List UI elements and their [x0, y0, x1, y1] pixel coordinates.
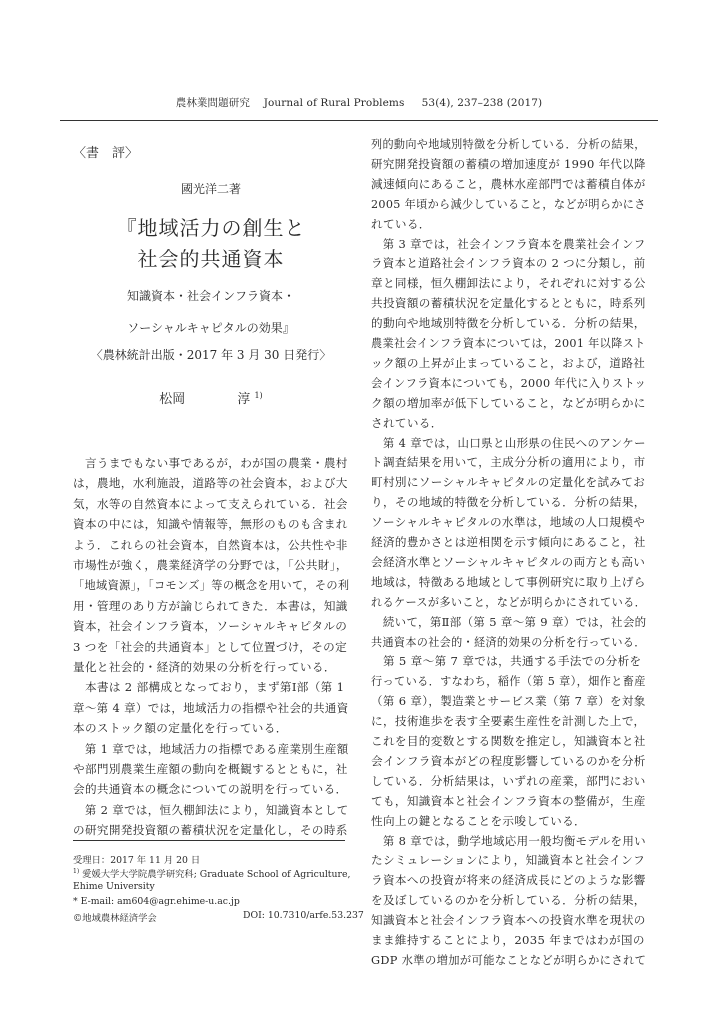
- body-text-line: ク額の増加率が低下していること，などが明らかに: [371, 395, 646, 410]
- journal-title-en: Journal of Rural Problems: [263, 97, 405, 109]
- book-title-line-2: 社会的共通資本: [137, 247, 285, 271]
- body-text-line: 列的動向や地域別特徴を分析している．分析の結果，: [371, 137, 646, 151]
- body-text-line: よう．これらの社会資本，自然資本は，公共性や非: [73, 537, 348, 552]
- body-text-line: ラ資本への投資が将来の経済成長にどのような影響: [371, 873, 646, 888]
- body-text-line: 3 つを「社会的共通資本」として位置づけ，その定: [73, 639, 348, 654]
- reviewer-family-name: 松岡: [159, 392, 186, 407]
- body-text-line: 言うまでもない事であるが，わが国の農業・農村: [73, 456, 348, 470]
- received-date: 受理日：2017 年 11 月 20 日: [73, 855, 201, 866]
- body-text-line: ても，知識資本と社会インフラ資本の整備が，生産: [371, 793, 646, 808]
- reviewer-note-mark: 1): [254, 391, 263, 400]
- body-text-line: 会経済水準とソーシャルキャピタルの両方とも高い: [371, 554, 646, 569]
- body-text-line: 2005 年頃から減少していること，などが明らかにさ: [371, 196, 646, 211]
- body-text-line: 第 4 章では，山口県と山形県の住民へのアンケー: [371, 435, 646, 450]
- body-text-line: 共投資額の蓄積状況を定量化するとともに，時系列: [371, 296, 646, 311]
- body-text-line: 会インフラ資本がどの程度影響しているのかを分析: [371, 753, 646, 768]
- citation: 53(4), 237–238 (2017): [421, 97, 543, 109]
- body-text-line: 本のストック額の定量化を行っている．: [73, 721, 288, 736]
- body-text-line: 研究開発投資額の蓄積の増加速度が 1990 年代以降: [371, 156, 646, 171]
- body-text-line: に，技術進歩を表す全要素生産性を計測した上で，: [371, 714, 646, 729]
- body-text-line: 資本の中には，知識や情報等，無形のものも含まれ: [73, 517, 348, 532]
- body-text-line: 的動向や地域別特徴を分析している．分析の結果，: [371, 316, 646, 331]
- body-text-line: これを目的変数とする関数を推定し，知識資本と社: [371, 734, 646, 748]
- body-text-line: 章と同様，恒久棚卸法により，それぞれに対する公: [371, 276, 646, 291]
- body-text-line: ラ資本と道路社会インフラ資本の 2 つに分類し，前: [371, 256, 646, 271]
- body-text-line: 市場性が強く，農業経済学の分野では，「公共財」，: [73, 558, 348, 572]
- body-text-line: 量化と社会的・経済的効果の分析を行っている．: [73, 660, 336, 674]
- book-subtitle-line-2: ソーシャルキャピタルの効果』: [127, 321, 295, 335]
- body-text-line: ソーシャルキャピタルの水準は，地域の人口規模や: [371, 515, 646, 530]
- book-title-line-1: 『地域活力の創生と: [116, 216, 306, 240]
- body-text-line: れるケースが多いこと，などが明らかにされている．: [371, 594, 647, 609]
- body-text-line: 会的共通資本の概念についての説明を行っている．: [73, 782, 348, 797]
- body-text-line: 第 2 章では，恒久棚卸法により，知識資本として: [73, 802, 349, 817]
- body-text-line: 用・管理のあり方が論じられてきた．本書は，知識: [73, 598, 348, 613]
- body-text-line: 経済的豊かさとは逆相関を示す傾向にあること，社: [371, 535, 646, 549]
- body-text-line: 地域は，特徴ある地域として事例研究に取り上げら: [371, 574, 646, 589]
- article-kind: 〈書 評〉: [73, 146, 139, 161]
- body-text-line: は，農地，水利施設，道路等の社会資本，および大: [73, 476, 348, 491]
- body-text-line: ック額の上昇が止まっていること，および，道路社: [371, 355, 646, 370]
- body-text-line: ト調査結果を用いて，主成分分析の適用により，市: [371, 455, 646, 470]
- footnote-rule: [73, 840, 345, 841]
- body-text-line: 共通資本の社会的・経済的効果の分析を行っている．: [371, 634, 646, 649]
- body-text-line: り，その地域的特徴を分析している．分析の結果，: [371, 495, 646, 510]
- affiliation-line-1: 愛媛大学大学院農学研究科; Graduate School of Agriculture,: [82, 869, 351, 880]
- copyright: ©地域農林経済学会: [73, 913, 157, 924]
- body-text-line: れている．: [371, 216, 431, 231]
- affiliation-mark: 1): [73, 868, 80, 875]
- affiliation: [73, 866, 350, 880]
- body-text-line: 行っている．すなわち，稲作（第 5 章），畑作と畜産: [371, 674, 646, 689]
- body-text-line: 本書は 2 部構成となっており，まず第Ⅰ部（第 1: [73, 680, 345, 695]
- body-text-line: 続いて，第Ⅱ部（第 5 章～第 9 章）では，社会的: [371, 614, 647, 629]
- body-text-line: を及ぼしているのかを分析している．分析の結果，: [371, 893, 646, 908]
- reviewer: [73, 388, 349, 407]
- body-text-line: している．分析結果は，いずれの産業，部門におい: [371, 773, 646, 788]
- body-text-line: や部門別農業生産額の動向を概観するとともに，社: [73, 762, 348, 776]
- body-text-line: 第 3 章では，社会インフラ資本を農業社会インフ: [371, 236, 646, 251]
- affiliation-line-2: Ehime University: [73, 881, 155, 892]
- publication-info: 〈農林統計出版・2017 年 3 月 30 日発行〉: [90, 348, 332, 362]
- body-text-line: 減速傾向にあること，農林水産部門では蓄積自体が: [371, 176, 646, 191]
- header-rule: [60, 120, 658, 121]
- doi[interactable]: DOI: 10.7310/arfe.53.237: [243, 910, 364, 921]
- body-text-line: 「地域資源」，「コモンズ」等の概念を用いて，その利: [73, 578, 350, 593]
- body-text-line: 性向上の鍵となることを示唆している．: [371, 813, 586, 828]
- body-text-line: 町村別にソーシャルキャピタルの定量化を試みてお: [371, 475, 646, 490]
- body-text-line: 知識資本と社会インフラ資本への投資水準を現状の: [371, 913, 646, 928]
- journal-title-ja: 農林業問題研究: [175, 97, 250, 109]
- body-text-line: GDP 水準の増加が可能なことなどが明らかにされて: [371, 952, 647, 967]
- body-text-line: たシミュレーションにより，知識資本と社会インフ: [371, 853, 646, 868]
- body-text-line: まま維持することにより，2035 年まではわが国の: [371, 933, 645, 947]
- body-text-line: （第 6 章），製造業とサービス業（第 7 章）を対象: [371, 694, 646, 709]
- body-text-line: の研究開発投資額の蓄積状況を定量化し，その時系: [73, 823, 348, 838]
- reviewer-given-name: 淳: [237, 392, 251, 407]
- body-text-line: 第 5 章～第 7 章では，共通する手法での分析を: [371, 654, 642, 669]
- body-text-line: 第 1 章では，地域活力の指標である産業別生産額: [73, 741, 349, 756]
- body-text-line: されている．: [371, 415, 443, 430]
- body-text-line: 第 8 章では，動学地域応用一般均衡モデルを用い: [371, 833, 646, 848]
- running-header: [60, 95, 658, 110]
- body-text-line: 気，水等の自然資本によって支えられている．社会: [73, 496, 348, 511]
- body-text-line: 農業社会インフラ資本については，2001 年以降スト: [371, 336, 646, 350]
- body-text-line: 会インフラ資本についても，2000 年代に入りストッ: [371, 375, 647, 390]
- body-text-line: 章～第 4 章）では，地域活力の指標や社会的共通資: [73, 700, 349, 715]
- email[interactable]: * E-mail: am604@agr.ehime-u.ac.jp: [73, 896, 240, 907]
- book-author: 國光洋二著: [180, 182, 241, 196]
- body-text-line: 資本，社会インフラ資本，ソーシャルキャピタルの: [73, 619, 348, 634]
- book-subtitle-line-1: 知識資本・社会インフラ資本・: [126, 289, 295, 303]
